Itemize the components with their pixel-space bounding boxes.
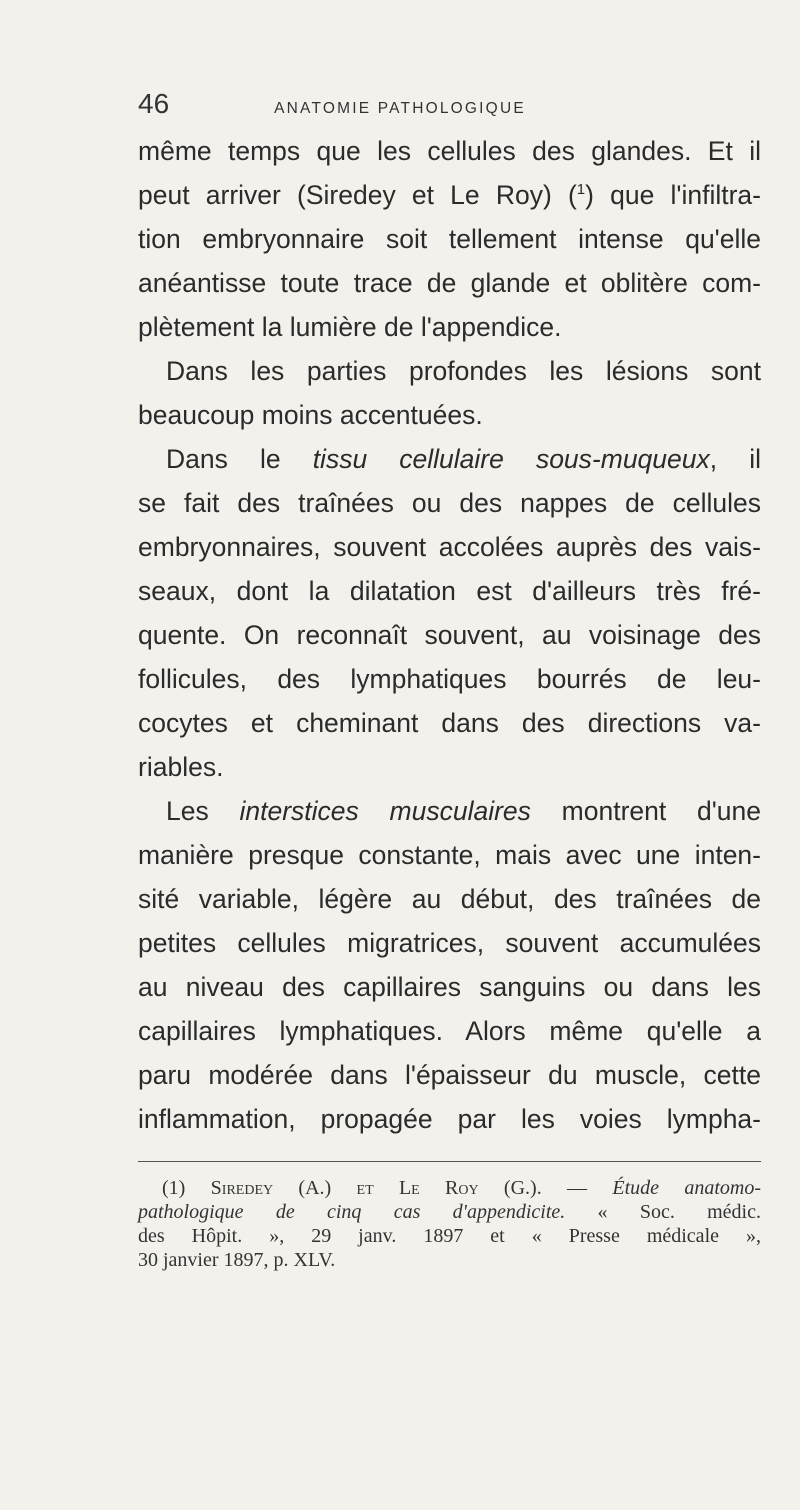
text-line: au niveau des capillaires sanguins ou dans les [138, 972, 761, 1002]
text-line: beaucoup moins accentuées. [138, 400, 483, 430]
text-line: sité variable, légère au début, des traînées de [138, 884, 761, 914]
text-line: embryonnaires, souvent accolées auprès des vais- [138, 532, 761, 562]
text-line: follicules, des lymphatiques bourrés de leu- [138, 664, 761, 694]
footnote-line: des Hôpit. », 29 janv. 1897 et « Presse médicale », [138, 1225, 761, 1247]
text-line: Dans les parties profondes les lésions sont [166, 356, 761, 386]
text-line: peut arriver (Siredey et Le Roy) ($^1$) que l'infiltra- [138, 180, 761, 210]
text-line: cocytes et cheminant dans des directions va- [138, 708, 761, 738]
italic-term: tissu cellulaire sous-muqueux [312, 444, 710, 474]
text-line: se fait des traînées ou des nappes de cellules [138, 488, 761, 518]
footnote-rule [138, 1161, 761, 1162]
text-line: tion embryonnaire soit tellement intense qu'elle [138, 224, 761, 254]
text-line: quente. On reconnaît souvent, au voisinage des [138, 620, 761, 650]
text-line: paru modérée dans l'épaisseur du muscle, cette [138, 1060, 761, 1090]
text-line: seaux, dont la dilatation est d'ailleurs très fré- [138, 576, 761, 606]
running-head: ANATOMIE PATHOLOGIQUE [274, 100, 526, 117]
text-line: manière presque constante, mais avec une inten- [138, 840, 761, 870]
footnote-line: pathologique de cinq cas d'appendicite. « Soc. médic. [138, 1201, 761, 1223]
footnote-authors: Siredey (A.) et Le Roy (G.). [210, 1177, 542, 1199]
text-line: Dans le tissu cellulaire sous-muqueux, il [166, 444, 761, 474]
footnote-title: Étude anatomo- [612, 1177, 761, 1199]
italic-term: interstices musculaires [239, 796, 531, 826]
text-line: inflammation, propagée par les voies lympha- [138, 1104, 761, 1134]
footnote-marker: (1) [162, 1177, 186, 1199]
text-line: petites cellules migratrices, souvent accumulées [138, 928, 761, 958]
text-line: même temps que les cellules des glandes. Et il [138, 136, 761, 166]
text-line: anéantisse toute trace de glande et oblitère com- [138, 268, 761, 298]
footnote-line: 30 janvier 1897, p. XLV. [138, 1249, 336, 1271]
page-number: 46 [138, 88, 170, 119]
footnote-ref: 1 [576, 181, 586, 198]
footnote-line: (1) Siredey (A.) et Le Roy (G.). — Étude anatomo- [162, 1177, 761, 1199]
text-line: Les interstices musculaires montrent d'une [166, 796, 761, 826]
text-line: capillaires lymphatiques. Alors même qu'elle a [138, 1016, 761, 1046]
text-line: plètement la lumière de l'appendice. [138, 312, 562, 342]
text-line: riables. [138, 752, 224, 782]
